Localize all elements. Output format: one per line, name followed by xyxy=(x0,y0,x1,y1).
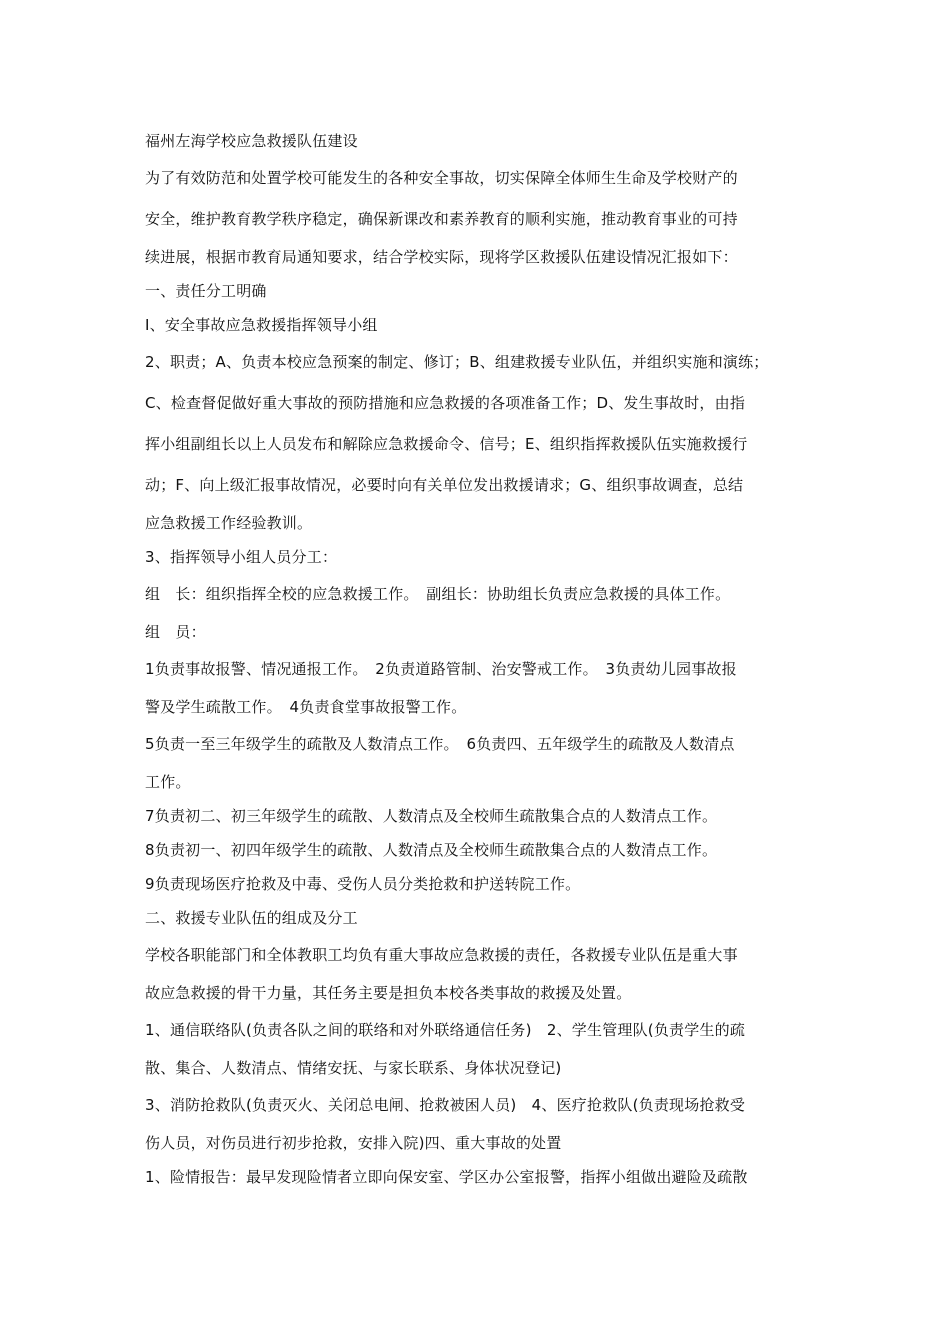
document-title: 福州左海学校应急救援队伍建设 xyxy=(145,132,358,150)
subsection-heading: Ⅰ、安全事故应急救援指挥领导小组 xyxy=(145,316,378,334)
paragraph-line: 为了有效防范和处置学校可能发生的各种安全事故，切实保障全体师生生命及学校财产的 xyxy=(145,169,738,187)
paragraph-line: 警及学生疏散工作。 4负责食堂事故报警工作。 xyxy=(145,698,467,716)
paragraph-line: 1、险情报告：最早发现险情者立即向保安室、学区办公室报警，指挥小组做出避险及疏散 xyxy=(145,1168,748,1186)
paragraph-line: 3、指挥领导小组人员分工： xyxy=(145,548,338,566)
paragraph-line: 安全，维护教育教学秩序稳定，确保新课改和素养教育的顺利实施，推动教育事业的可持 xyxy=(145,210,738,228)
document-body xyxy=(145,124,835,1194)
paragraph-line: 9负责现场医疗抢救及中毒、受伤人员分类抢救和护送转院工作。 xyxy=(145,875,581,893)
paragraph-line: 组 员： xyxy=(145,623,206,641)
section-heading: 二、救援专业队伍的组成及分工 xyxy=(145,909,358,927)
paragraph-line: 动；F、向上级汇报事故情况，必要时向有关单位发出救援请求；G、组织事故调查，总结 xyxy=(145,476,744,494)
paragraph-line: 工作。 xyxy=(145,773,191,791)
paragraph-line: 3、消防抢救队(负责灭火、关闭总电闸、抢救被困人员) 4、医疗抢救队(负责现场抢救受 xyxy=(145,1096,746,1114)
paragraph-line: 挥小组副组长以上人员发布和解除应急救援命令、信号；E、组织指挥救援队伍实施救援行 xyxy=(145,435,748,453)
paragraph-line: 伤人员，对伤员进行初步抢救，安排入院)四、重大事故的处置 xyxy=(145,1134,562,1152)
paragraph-line: 2、职责；A、负责本校应急预案的制定、修订；B、组建救援专业队伍，并组织实施和演练； xyxy=(145,353,769,371)
paragraph-line: 散、集合、人数清点、情绪安抚、与家长联系、身体状况登记) xyxy=(145,1059,562,1077)
paragraph-line: 7负责初二、初三年级学生的疏散、人数清点及全校师生疏散集合点的人数清点工作。 xyxy=(145,807,718,825)
paragraph-line: 应急救援工作经验教训。 xyxy=(145,514,313,532)
paragraph-line: 5负责一至三年级学生的疏散及人数清点工作。 6负责四、五年级学生的疏散及人数清点 xyxy=(145,735,735,753)
paragraph-line: 故应急救援的骨干力量，其任务主要是担负本校各类事故的救援及处置。 xyxy=(145,984,632,1002)
paragraph-line: 1、通信联络队(负责各队之间的联络和对外联络通信任务) 2、学生管理队(负责学生的疏 xyxy=(145,1021,746,1039)
paragraph-line: 续进展，根据市教育局通知要求，结合学校实际，现将学区救援队伍建设情况汇报如下： xyxy=(145,248,738,266)
paragraph-line: 1负责事故报警、情况通报工作。 2负责道路管制、治安警戒工作。 3负责幼儿园事故报 xyxy=(145,660,737,678)
paragraph-line: 8负责初一、初四年级学生的疏散、人数清点及全校师生疏散集合点的人数清点工作。 xyxy=(145,841,718,859)
paragraph-line: 学校各职能部门和全体教职工均负有重大事故应急救援的责任，各救援专业队伍是重大事 xyxy=(145,946,738,964)
paragraph-line: C、检查督促做好重大事故的预防措施和应急救援的各项准备工作；D、发生事故时，由指 xyxy=(145,394,746,412)
section-heading: 一、责任分工明确 xyxy=(145,282,267,300)
paragraph-line: 组 长：组织指挥全校的应急救援工作。 副组长：协助组长负责应急救援的具体工作。 xyxy=(145,585,731,603)
